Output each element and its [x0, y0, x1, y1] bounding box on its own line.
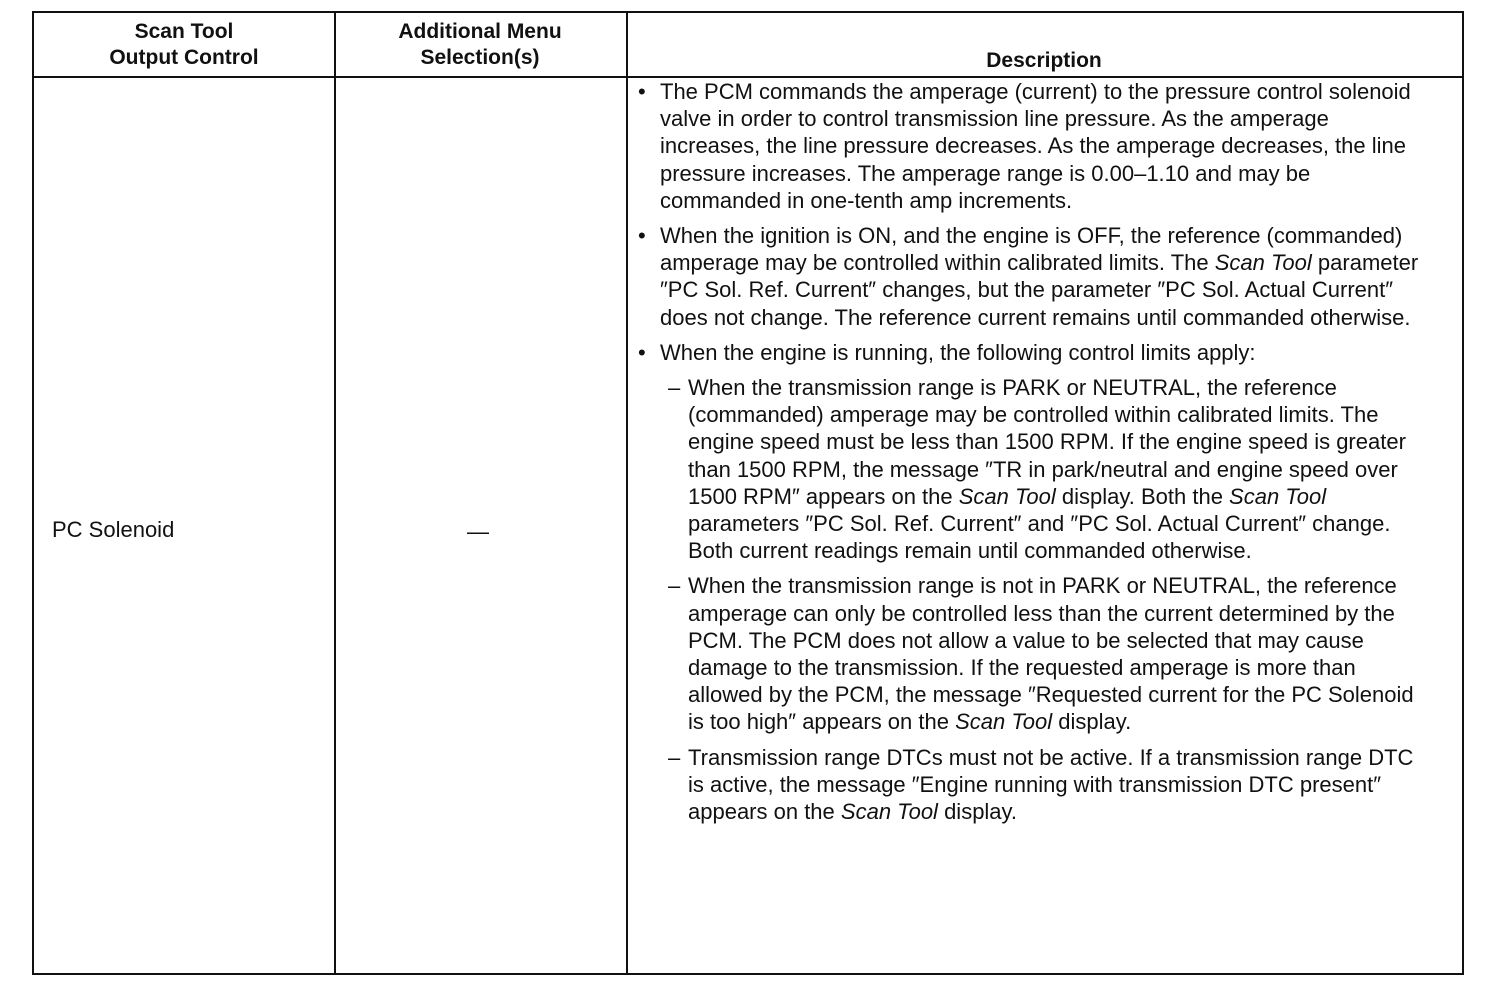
header-scan-tool-output-control [34, 13, 334, 76]
column-divider [626, 13, 628, 973]
description-bullet [636, 339, 1426, 366]
bullet-text: When the engine is running, the following control limits apply: [660, 339, 1256, 365]
dash-marker: – [668, 744, 681, 770]
header-line: Additional Menu [398, 19, 562, 43]
dash-marker: – [668, 573, 681, 599]
description-bullet [636, 78, 1426, 214]
bullet-marker: • [638, 339, 646, 365]
bullet-text: When the ignition is ON, and the engine is OFF, the reference (commanded) amperage may be controlled within calibrated limits. The Scan Tool parameter ″PC Sol. Ref. Current″ changes, but the parameter ″PC Sol. Actual Current″ does not change. The reference current remains until commanded otherwise. [660, 223, 1419, 330]
bullet-text: The PCM commands the amperage (current) to the pressure control solenoid valve in order to control transmission line pressure. As the amperage increases, the line pressure decreases. As the amperage decreases, the line pressure increases. The amperage range is 0.00–1.10 and may be commanded in one-tenth amp increments. [660, 79, 1411, 213]
description-sub-item [668, 744, 1426, 826]
cell-menu-selection: — [467, 519, 489, 544]
description-sub-item [668, 374, 1426, 564]
header-line: Output Control [109, 45, 259, 69]
header-line: Selection(s) [420, 45, 540, 69]
sub-item-text: When the transmission range is PARK or NEUTRAL, the reference (commanded) amperage may be controlled within calibrated limits. The engine speed must be less than 1500 RPM. If the engine speed is greater than 1500 RPM, the message ″TR in park/neutral and engine speed over 1500 RPM″ appears on the Scan Tool display. Both the Scan Tool parameters ″PC Sol. Ref. Current″ and ″PC Sol. Actual Current″ change. Both current readings remain until commanded otherwise. [688, 375, 1406, 564]
dash-marker: – [668, 375, 681, 401]
description-bullet [636, 222, 1426, 331]
cell-description [636, 78, 1426, 833]
header-line: Scan Tool [134, 19, 234, 43]
bullet-marker: • [638, 79, 646, 104]
description-sub-item [668, 572, 1426, 735]
column-divider [334, 13, 336, 973]
header-additional-menu-selections [334, 13, 626, 76]
sub-item-text: Transmission range DTCs must not be active. If a transmission range DTC is active, the message ″Engine running with transmission DTC present″ appears on the Scan Tool display. [688, 744, 1414, 825]
cell-output-control: PC Solenoid [52, 517, 175, 542]
sub-item-text: When the transmission range is not in PARK or NEUTRAL, the reference amperage can only be controlled less than the current determined by the PCM. The PCM does not allow a value to be selected that may cause damage to the transmission. If the requested amperage is more than allowed by the PCM, the message ″Requested current for the PC Solenoid is too high″ appears on the Scan Tool display. [688, 573, 1414, 735]
header-line: Description [986, 49, 1102, 72]
bullet-marker: • [638, 223, 646, 249]
header-description [626, 13, 1462, 76]
